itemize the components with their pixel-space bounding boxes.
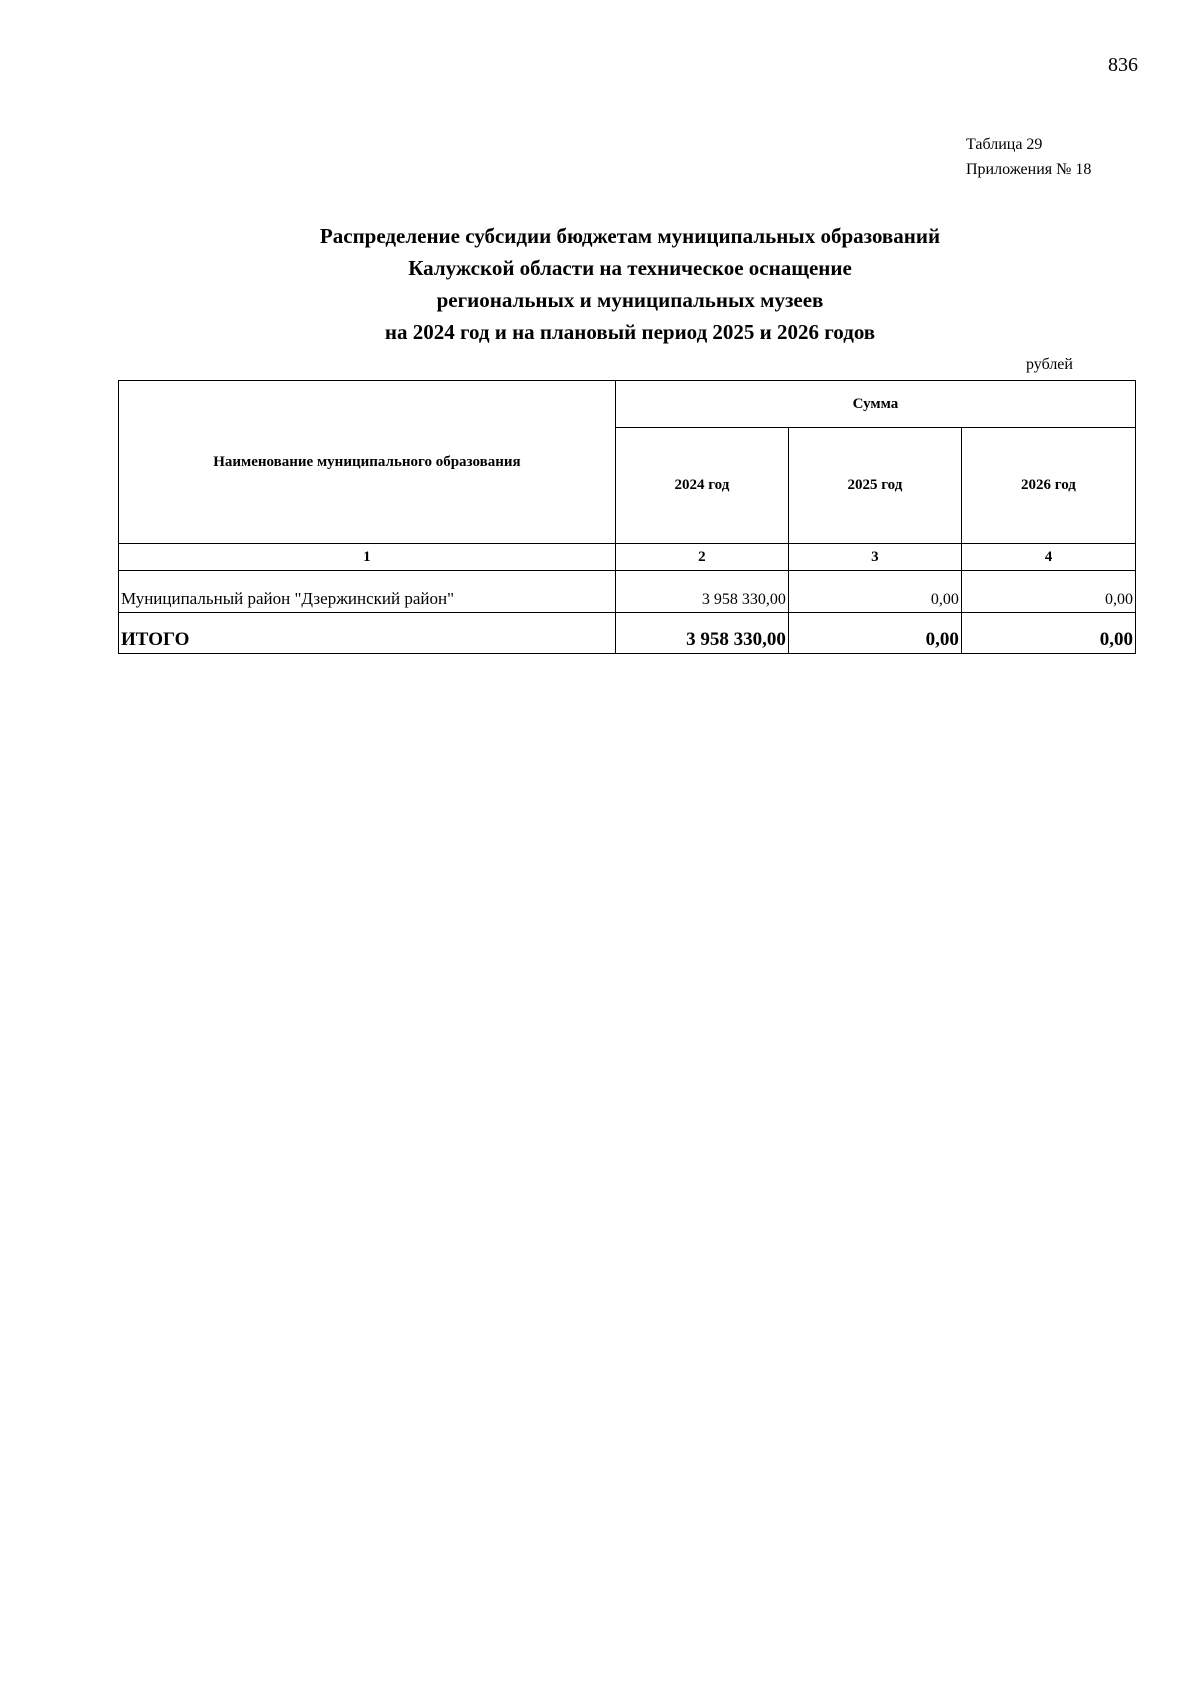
subsidy-table — [118, 380, 1136, 654]
header-sum: Сумма — [615, 381, 1135, 428]
total-label: ИТОГО — [119, 613, 616, 654]
total-value-2025: 0,00 — [788, 613, 961, 654]
table-label: Таблица 29 — [966, 136, 1043, 153]
annex-label: Приложения № 18 — [966, 161, 1092, 178]
total-row — [119, 613, 1136, 654]
row-value-2025: 0,00 — [788, 571, 961, 613]
header-row — [119, 381, 1136, 428]
column-number: 4 — [961, 544, 1135, 571]
column-number: 2 — [615, 544, 788, 571]
appendix-reference — [966, 132, 1091, 182]
title-line: Распределение субсидии бюджетам муниципальных образований — [319, 224, 941, 248]
column-numbers-row — [119, 544, 1136, 571]
header-year: 2025 год — [788, 428, 961, 544]
row-name: Муниципальный район "Дзержинский район" — [119, 571, 616, 613]
column-number: 1 — [119, 544, 616, 571]
column-number: 3 — [788, 544, 961, 571]
header-year: 2026 год — [961, 428, 1135, 544]
page-number: 836 — [1108, 54, 1138, 76]
total-value-2026: 0,00 — [961, 613, 1135, 654]
table-row — [119, 571, 1136, 613]
units-label: рублей — [1026, 356, 1073, 373]
total-value-2024: 3 958 330,00 — [615, 613, 788, 654]
header-name: Наименование муниципального образования — [119, 381, 616, 544]
title-line: региональных и муниципальных музеев — [436, 288, 824, 312]
row-value-2026: 0,00 — [961, 571, 1135, 613]
document-title — [150, 220, 1110, 348]
title-line: Калужской области на техническое оснащение — [408, 256, 852, 280]
title-line: на 2024 год и на плановый период 2025 и 2026 годов — [384, 320, 876, 344]
header-year: 2024 год — [615, 428, 788, 544]
row-value-2024: 3 958 330,00 — [615, 571, 788, 613]
